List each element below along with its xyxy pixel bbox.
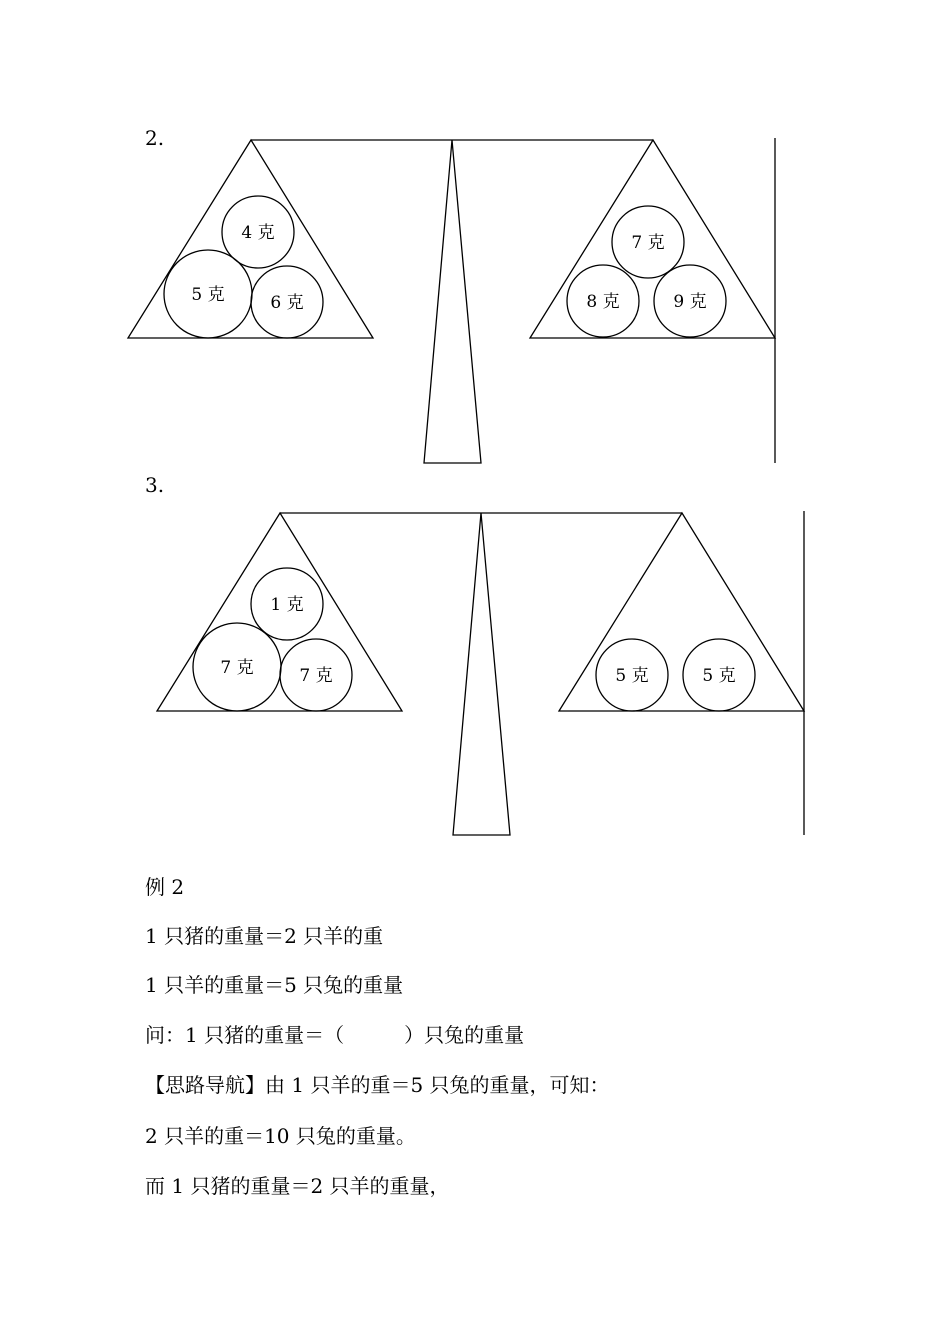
example-title: 例 2	[145, 875, 185, 899]
weight-label: 4 克	[241, 223, 275, 243]
hint-line: 【思路导航】由 1 只羊的重＝5 只兔的重量，可知：	[145, 1073, 610, 1097]
weight-label: 5 克	[191, 285, 225, 305]
example-line: 而 1 只猪的重量＝2 只羊的重量，	[145, 1174, 450, 1198]
weight-label: 9 克	[673, 292, 707, 312]
weight-label: 5 克	[615, 666, 649, 686]
question-line: 问：1 只猪的重量＝（ ）只兔的重量	[145, 1023, 525, 1047]
scale-stand	[453, 513, 510, 835]
example-line: 1 只猪的重量＝2 只羊的重	[145, 924, 384, 948]
weight-label: 1 克	[270, 595, 304, 615]
example-line: 2 只羊的重＝10 只兔的重量。	[145, 1124, 416, 1148]
weight-label: 7 克	[299, 666, 333, 686]
weight-label: 8 克	[586, 292, 620, 312]
weight-label: 7 克	[631, 233, 665, 253]
weight-label: 5 克	[702, 666, 736, 686]
balance-scale-figure-3	[0, 505, 950, 845]
right-pan	[559, 513, 804, 711]
figure-3-number: 3.	[145, 473, 165, 497]
weight-label: 7 克	[220, 658, 254, 678]
scale-stand	[424, 140, 481, 463]
balance-scale-figure-2	[0, 130, 950, 470]
weight-label: 6 克	[270, 293, 304, 313]
example-line: 1 只羊的重量＝5 只兔的重量	[145, 973, 404, 997]
figure-2-number: 2.	[145, 126, 165, 150]
